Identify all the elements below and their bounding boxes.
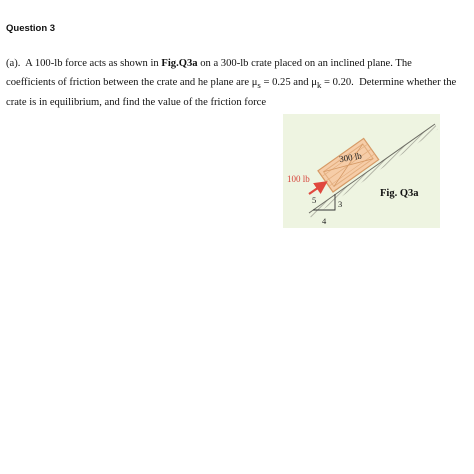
mu-k-subscript: k xyxy=(316,79,322,90)
incline-diagram xyxy=(283,114,440,228)
figure-reference: Fig.Q3a xyxy=(161,58,198,69)
figure-q3a xyxy=(283,114,440,228)
mu-s-value: = 0.25 and xyxy=(263,76,309,88)
figure-caption: Fig. Q3a xyxy=(380,188,419,199)
force-label: 100 lb xyxy=(287,174,310,184)
mu-s-subscript: s xyxy=(257,79,261,90)
slope-vertical-label: 3 xyxy=(338,199,343,209)
question-text-setup: on a 300-lb crate placed on an inclined plane. The coefficients of friction between the crate and he plane are xyxy=(6,58,412,88)
slope-horizontal-label: 4 xyxy=(322,216,327,226)
crate-weight-label: 300 lb xyxy=(338,150,363,165)
mu-k-symbol: μ xyxy=(311,76,317,88)
mu-k-value: = 0.20. xyxy=(324,76,354,88)
question-text-task: Determine whether the crate is in equilibrium, and find the value of the friction force xyxy=(6,76,457,109)
question-text-intro: A 100-lb force acts as shown in xyxy=(25,58,159,69)
question-heading: Question 3 xyxy=(6,23,56,34)
part-label: (a). xyxy=(6,58,21,69)
question-text xyxy=(6,55,458,113)
crate xyxy=(318,138,379,192)
force-slope-label: 5 xyxy=(312,195,317,205)
force-arrow xyxy=(309,183,325,194)
mu-s-symbol: μ xyxy=(251,76,258,88)
